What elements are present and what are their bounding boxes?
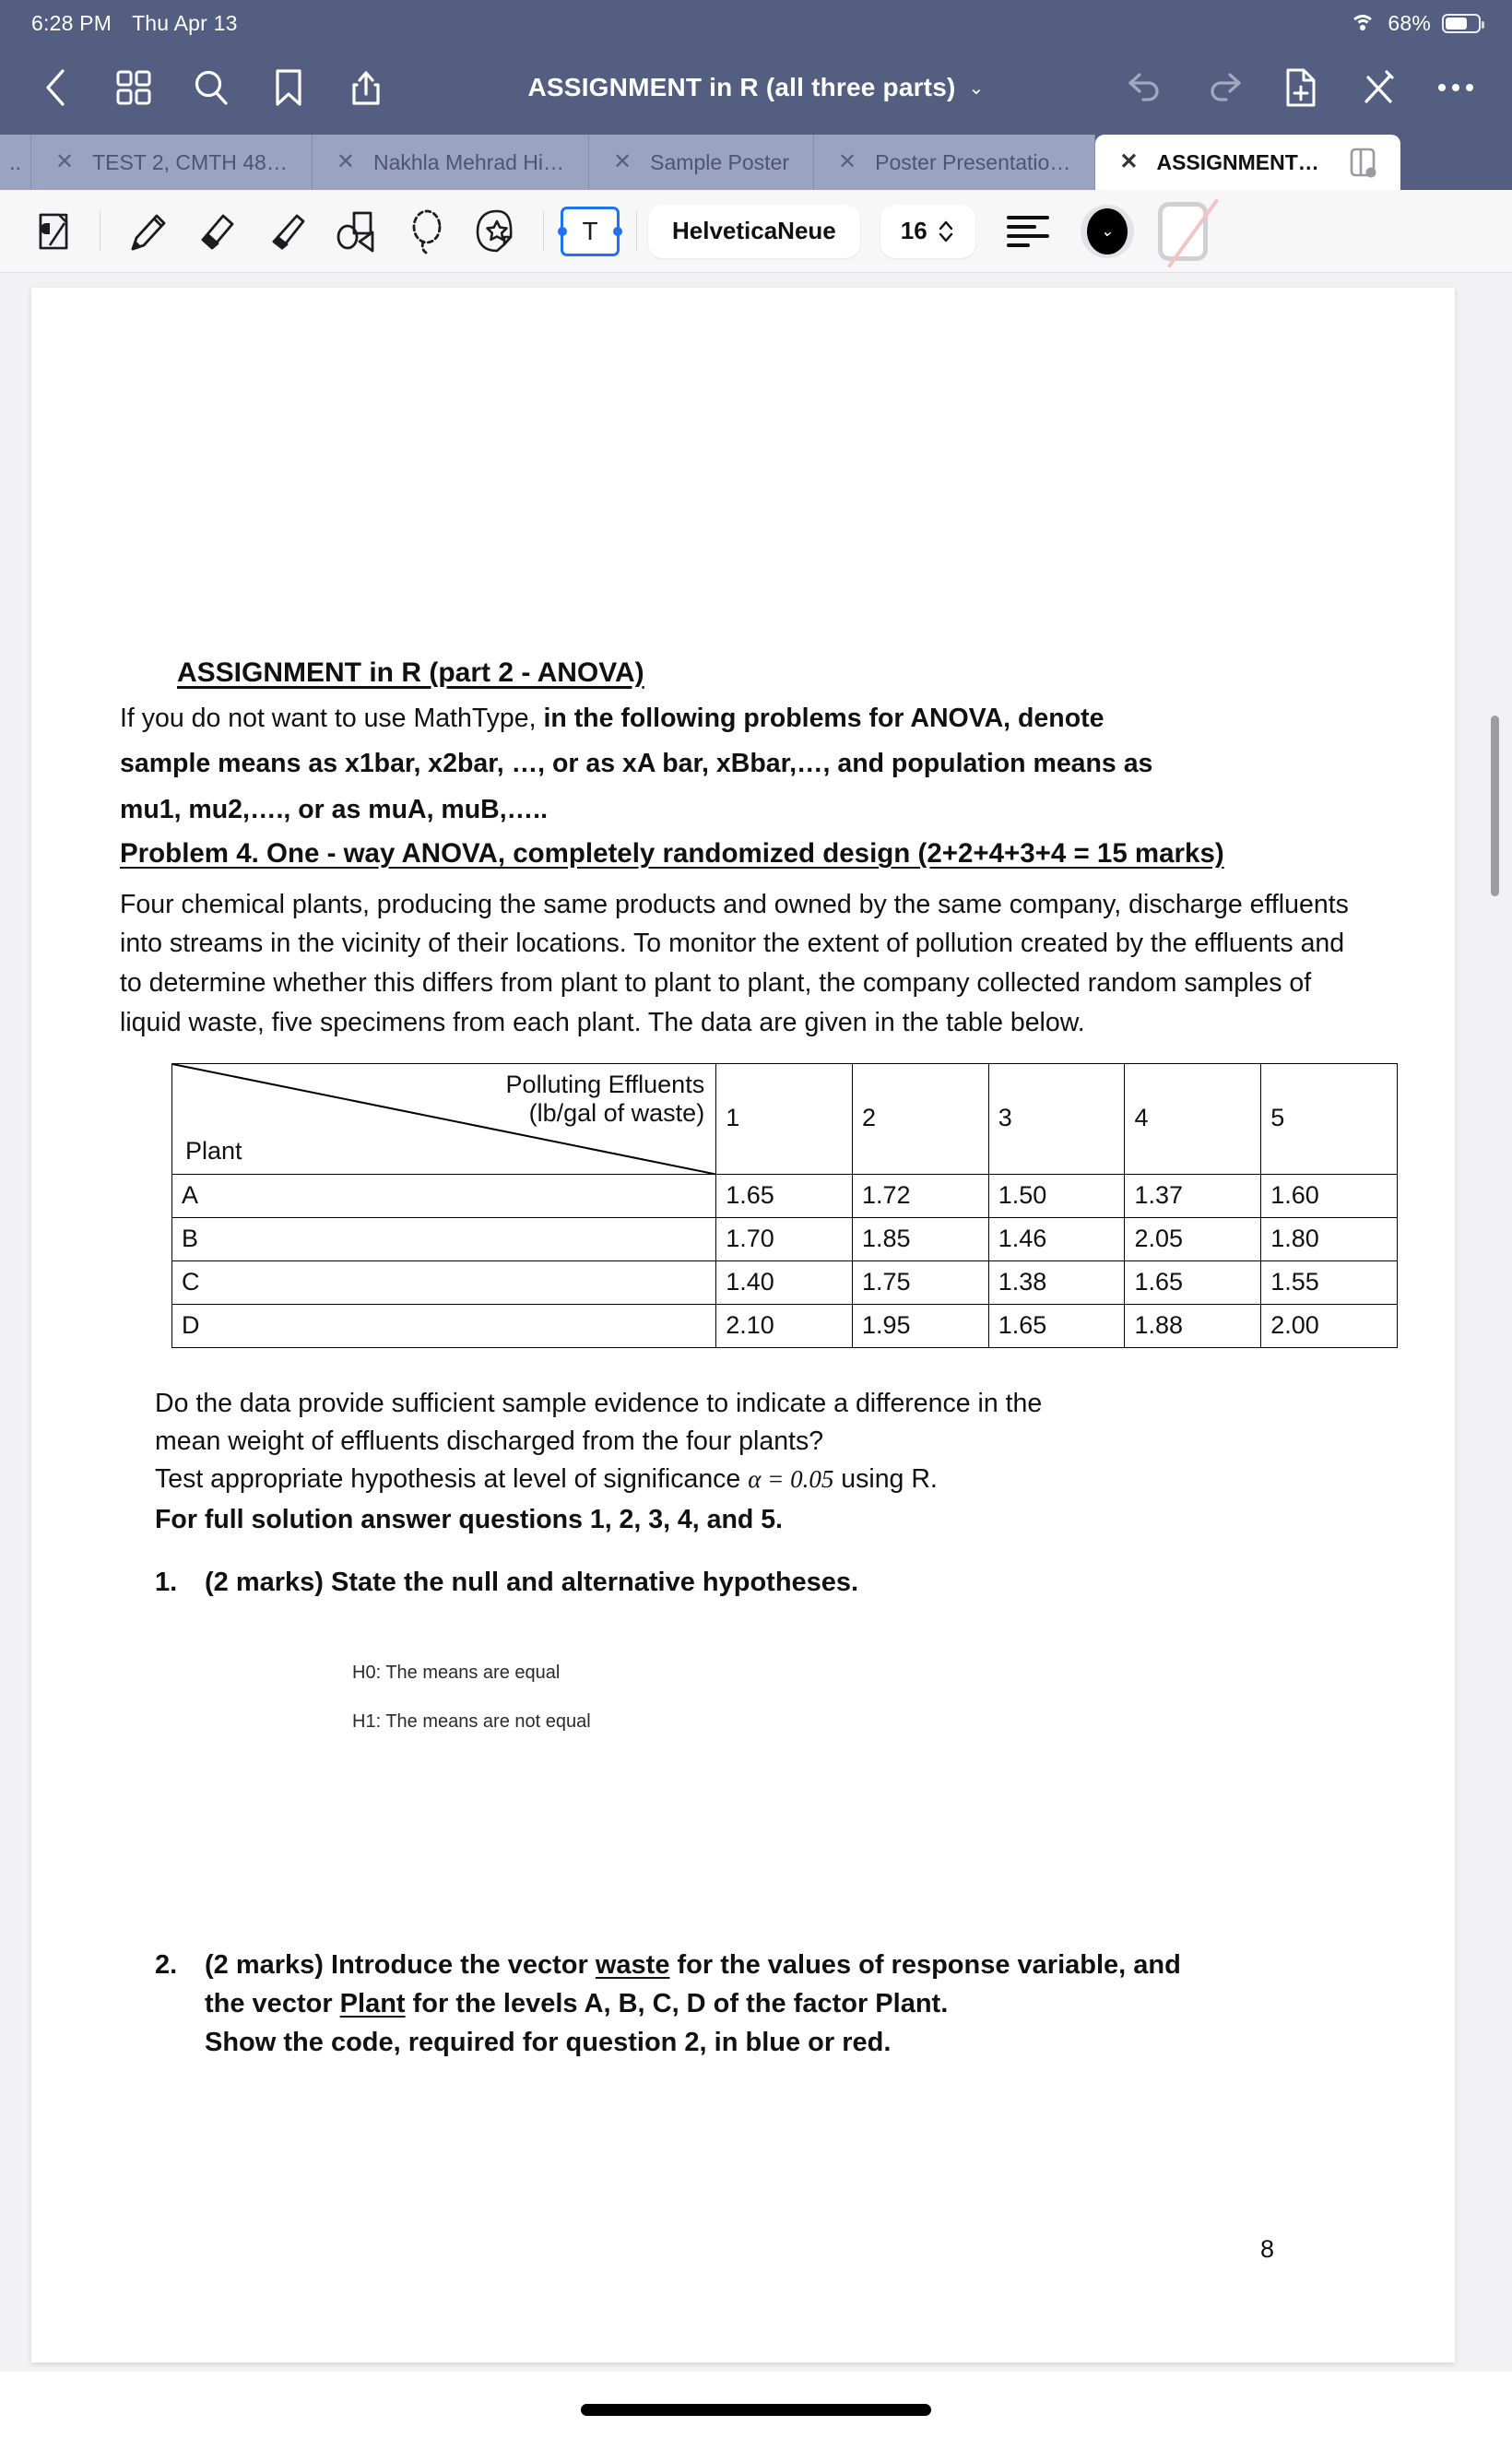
- row-axis-label: Plant: [185, 1137, 242, 1166]
- post-table-text: [120, 1385, 1366, 1539]
- page-number: 8: [1259, 2235, 1274, 2263]
- question-2-line3: Show the code, required for question 2, in blue or red.: [205, 2027, 892, 2057]
- column-axis-label: [506, 1071, 705, 1130]
- document-page[interactable]: [31, 288, 1455, 2362]
- back-chevron-icon[interactable]: [28, 59, 85, 116]
- undo-icon[interactable]: [1117, 59, 1175, 116]
- table-col-header: 1: [716, 1063, 853, 1174]
- status-bar-left: [31, 11, 238, 36]
- page-title: ASSIGNMENT in R (all three parts): [527, 73, 956, 101]
- font-size-stepper[interactable]: [880, 205, 975, 258]
- table-cell: 2.00: [1261, 1304, 1398, 1347]
- question-2-line2-b: for the levels A, B, C, D of the factor Plant.: [405, 1988, 949, 2018]
- chevron-down-icon[interactable]: ⌄: [968, 77, 985, 99]
- table-cell: 1.50: [988, 1174, 1125, 1217]
- tab-close-icon[interactable]: ✕: [838, 149, 857, 174]
- table-row: [172, 1217, 1398, 1260]
- question-1: [120, 1563, 1366, 1602]
- annotation-tool-bar: [0, 190, 1512, 273]
- document-canvas[interactable]: [0, 273, 1512, 2263]
- table-cell: 1.60: [1261, 1174, 1398, 1217]
- table-cell: 1.37: [1125, 1174, 1261, 1217]
- color-picker-button[interactable]: [1081, 205, 1134, 258]
- pen-icon[interactable]: [112, 199, 182, 264]
- table-cell: 1.65: [988, 1304, 1125, 1347]
- table-corner-cell: [172, 1063, 716, 1174]
- table-col-header: 4: [1125, 1063, 1261, 1174]
- tab-close-icon[interactable]: ✕: [613, 149, 632, 174]
- question-1-number: 1.: [155, 1567, 178, 1597]
- table-cell: 1.70: [716, 1217, 853, 1260]
- tab-label: Poster Presentatio…: [875, 149, 1071, 174]
- home-indicator-area: [0, 2372, 1512, 2438]
- table-cell: 1.85: [852, 1217, 988, 1260]
- table-row: [172, 1260, 1398, 1304]
- table-cell: 1.95: [852, 1304, 988, 1347]
- bookmark-icon[interactable]: [260, 59, 317, 116]
- problem-heading: Problem 4. One - way ANOVA, completely randomized design (2+2+4+3+4 = 15 marks): [120, 838, 1224, 870]
- table-row-label: D: [172, 1304, 716, 1347]
- status-bar-right: [1349, 11, 1481, 36]
- table-col-header: 5: [1261, 1063, 1398, 1174]
- table-cell: 1.40: [716, 1260, 853, 1304]
- table-cell: 1.38: [988, 1260, 1125, 1304]
- post-table-line-1: Do the data provide sufficient sample evidence to indicate a difference in the: [155, 1388, 1043, 1418]
- table-row-label: A: [172, 1174, 716, 1217]
- question-2-vector-plant: Plant: [339, 1988, 406, 2018]
- status-bar: [0, 0, 1512, 46]
- question-2-line1-a: (2 marks) Introduce the vector: [205, 1949, 596, 1980]
- app-toolbar-left-group: [28, 59, 395, 116]
- page-hand-icon[interactable]: [18, 199, 89, 264]
- tab-sample-poster[interactable]: [589, 135, 814, 190]
- table-cell: 1.80: [1261, 1217, 1398, 1260]
- add-page-icon[interactable]: [1272, 59, 1329, 116]
- toolbar-divider-3: [636, 211, 637, 252]
- tab-assignment[interactable]: [1095, 135, 1400, 190]
- annotation-h0[interactable]: H0: The means are equal: [352, 1662, 561, 1683]
- tab-strip: [0, 129, 1512, 190]
- question-2-line2-a: the vector: [205, 1988, 340, 2018]
- toolbar-divider-2: [543, 211, 544, 252]
- table-cell: 1.72: [852, 1174, 988, 1217]
- question-2-body: [205, 1946, 1181, 2062]
- table-col-header: 3: [988, 1063, 1125, 1174]
- grid-icon[interactable]: [105, 59, 162, 116]
- status-date: Thu Apr 13: [132, 10, 238, 35]
- question-2: [120, 1946, 1366, 2062]
- table-cell: 2.10: [716, 1304, 853, 1347]
- table-head: [172, 1063, 1398, 1174]
- battery-percent-label: 68%: [1388, 10, 1431, 35]
- question-2-vector-waste: waste: [595, 1949, 670, 1980]
- status-time: 6:28 PM: [31, 10, 112, 35]
- annotation-h1[interactable]: H1: The means are not equal: [352, 1711, 591, 1733]
- table-row-label: B: [172, 1217, 716, 1260]
- tab-overflow[interactable]: [0, 135, 31, 190]
- table-col-header: 2: [852, 1063, 988, 1174]
- lasso-icon[interactable]: [392, 199, 462, 264]
- font-size-value: 16: [900, 217, 927, 244]
- tab-close-icon[interactable]: ✕: [1119, 149, 1139, 174]
- home-indicator[interactable]: [581, 2404, 931, 2416]
- intro-bold-1: in the following problems for ANOVA, denote: [536, 704, 1104, 734]
- chevron-updown-icon[interactable]: [937, 218, 955, 245]
- significance-level-math: α = 0.05: [748, 1465, 834, 1494]
- share-icon[interactable]: [337, 59, 395, 116]
- table-cell: 2.05: [1125, 1217, 1261, 1260]
- tab-label: ASSIGNMENT…: [1156, 149, 1319, 174]
- tab-label: Nakhla Mehrad Hi…: [372, 149, 565, 174]
- effluents-data-table: [171, 1063, 1398, 1348]
- sticker-icon[interactable]: [462, 199, 532, 264]
- tab-test2[interactable]: [31, 135, 313, 190]
- intro-bold-3: mu1, mu2,…., or as muA, muB,…..: [120, 794, 549, 824]
- text-tool-button[interactable]: [555, 199, 625, 264]
- table-row: [172, 1174, 1398, 1217]
- intro-plain-text: If you do not want to use MathType,: [120, 704, 537, 734]
- search-icon[interactable]: [183, 59, 240, 116]
- tab-poster-presentation[interactable]: [814, 135, 1095, 190]
- no-fill-icon[interactable]: [1158, 202, 1208, 261]
- column-axis-label-line2: (lb/gal of waste): [528, 1099, 705, 1128]
- tab-label: TEST 2, CMTH 48…: [92, 149, 288, 174]
- more-icon[interactable]: [1427, 59, 1484, 116]
- table-row-label: C: [172, 1260, 716, 1304]
- document-body: [31, 657, 1455, 2062]
- color-swatch-current: ⌄: [1087, 208, 1128, 254]
- highlighter-icon[interactable]: [252, 199, 322, 264]
- tab-close-icon[interactable]: ✕: [336, 149, 355, 174]
- table-cell: 1.65: [716, 1174, 853, 1217]
- font-family-value: HelveticaNeue: [672, 217, 836, 244]
- text-align-icon[interactable]: [1007, 216, 1049, 247]
- split-view-icon[interactable]: [1349, 146, 1376, 179]
- wifi-icon: [1349, 13, 1376, 33]
- table-cell: 1.65: [1125, 1260, 1261, 1304]
- battery-icon: [1442, 14, 1481, 33]
- tab-close-icon[interactable]: ✕: [55, 149, 75, 174]
- vertical-scrollbar[interactable]: [1491, 716, 1499, 896]
- font-family-selector[interactable]: [648, 205, 860, 258]
- pen-toggle-icon[interactable]: [1350, 59, 1407, 116]
- post-table-line-2: mean weight of effluents discharged from the four plants?: [155, 1426, 824, 1456]
- tab-overflow-label: ..: [9, 149, 21, 174]
- intro-bold-2: sample means as x1bar, x2bar, …, or as xA bar, xBbar,…, and population means as: [120, 749, 1153, 779]
- question-2-line1-b: for the values of response variable, and: [669, 1949, 1181, 1980]
- post-table-line-3-b: using R.: [833, 1464, 938, 1495]
- question-list: [120, 1563, 1366, 1602]
- table-cell: 1.88: [1125, 1304, 1261, 1347]
- tab-nakhla-mehrad[interactable]: [313, 135, 589, 190]
- table-row: [172, 1304, 1398, 1347]
- column-axis-label-line1: Polluting Effluents: [505, 1070, 705, 1098]
- eraser-icon[interactable]: [182, 199, 252, 264]
- app-toolbar: [0, 46, 1512, 129]
- tab-label: Sample Poster: [650, 149, 790, 174]
- table-cell: 1.46: [988, 1217, 1125, 1260]
- app-toolbar-right-group: [1117, 59, 1484, 116]
- problem-paragraph: Four chemical plants, producing the same products and owned by the same company, discharge effluents into streams in the vicinity of their locations. To monitor the extent of pollution created by the effluents and to determine whether this differs from plant to plant to plant, the company collected random samples of liquid waste, five specimens from each plant. The data are given in the table below.: [120, 889, 1349, 1037]
- shapes-icon[interactable]: [322, 199, 392, 264]
- post-table-line-3: [155, 1461, 1366, 1498]
- post-table-line-4: For full solution answer questions 1, 2, 3, 4, and 5.: [155, 1504, 783, 1534]
- redo-icon[interactable]: [1195, 59, 1252, 116]
- question-1-text: (2 marks) State the null and alternative hypotheses.: [205, 1567, 859, 1597]
- table-cell: 1.55: [1261, 1260, 1398, 1304]
- document-heading: ASSIGNMENT in R (part 2 - ANOVA): [177, 657, 644, 688]
- table-header-row: [172, 1063, 1398, 1174]
- text-tool-label: T: [561, 207, 620, 256]
- question-2-number: 2.: [155, 1949, 178, 1980]
- document-title-bar[interactable]: [395, 73, 1117, 102]
- intro-paragraph: [120, 704, 1366, 734]
- table-body: [172, 1174, 1398, 1347]
- table-cell: 1.75: [852, 1260, 988, 1304]
- post-table-line-3-a: Test appropriate hypothesis at level of significance: [155, 1464, 749, 1495]
